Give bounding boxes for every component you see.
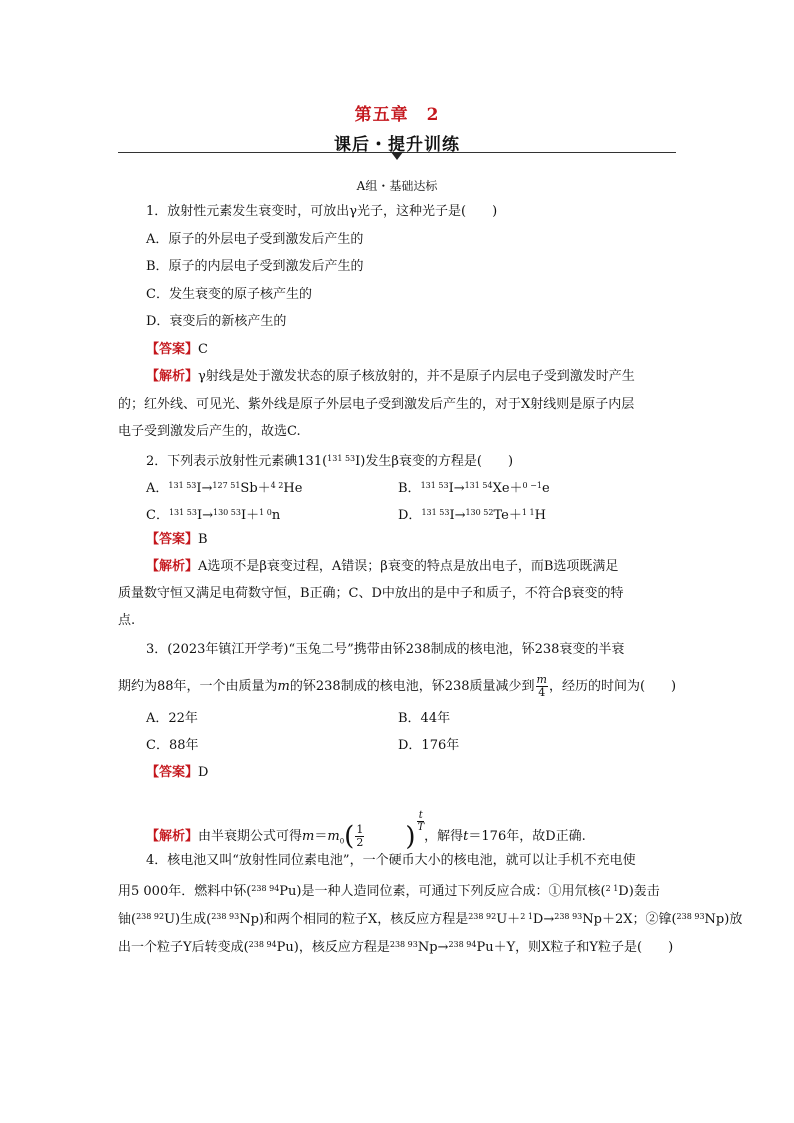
answer-tag: 【答案】: [146, 532, 199, 547]
q2-option-b: B．$^{131 53}$I→$^{131 54}$Xe＋$^{0 -1}$e: [398, 481, 550, 496]
q2-option-d: D．$^{131 53}$I→$^{130 52}$Te＋$^{1 1}$H: [398, 508, 546, 523]
q1-analysis-line: 的；红外线、可见光、紫外线是原子外层电子受到激发后产生的，对于X射线则是原子内层: [118, 397, 635, 412]
answer-tag: 【答案】: [146, 765, 199, 780]
q1-analysis-line: [146, 368, 635, 386]
q2-analysis-line: 质量数守恒又满足电荷数守恒，B正确；C、D中放出的是中子和质子，不符合β衰变的特: [118, 586, 624, 601]
q1-option-b: B．原子的内层电子受到激发后产生的: [146, 259, 364, 274]
q2-answer: [146, 531, 208, 549]
q3-option-d: D．176年: [398, 738, 460, 753]
q2-analysis-line: 点.: [118, 613, 136, 628]
analysis-tag: 【解析】: [146, 559, 199, 574]
q1-stem: 1．放射性元素发生衰变时，可放出γ光子，这种光子是( ): [146, 204, 498, 219]
q3-option-b: B．44年: [398, 711, 451, 726]
q3-analysis-formula: 【解析】由半衰期公式可得$m=m_0$( $\frac{1}{2}$ ) $\frac{t}{T}$ ，解得t＝176年，故D正确.: [146, 810, 586, 852]
fraction: $\frac{m}{4}$: [536, 673, 547, 699]
isotope-label: 131 53: [327, 454, 356, 463]
analysis-text: γ射线是处于激发状态的原子核放射的，并不是原子内层电子受到激发时产生: [198, 369, 635, 384]
answer-tag: 【答案】: [146, 342, 199, 357]
q1-option-a: A．原子的外层电子受到激发后产生的: [146, 232, 364, 247]
q1-option-d: D．衰变后的新核产生的: [146, 314, 287, 329]
q1-answer: [146, 341, 208, 359]
answer-value: D: [198, 765, 209, 780]
q1-analysis-line: 电子受到激发后产生的，故选C.: [118, 424, 301, 439]
chapter-title: 第五章 2: [354, 105, 440, 125]
q2-stem: 2．下列表示放射性元素碘131($^{131 53}$I)发生β衰变的方程是( ): [146, 454, 514, 469]
section-subtitle: 课后・提升训练: [334, 135, 460, 155]
q1-option-c: C．发生衰变的原子核产生的: [146, 287, 312, 302]
half-fraction: $\frac{1}{2}$: [356, 823, 364, 849]
q2-option-a: A．$^{131 53}$I→$^{127 51}$Sb＋$^{4 2}$He: [146, 481, 303, 496]
answer-value: C: [198, 342, 208, 357]
q4-stem-line: 出一个粒子Y后转变成($^{238 94}$Pu)，核反应方程是$^{238 93}$Np→$^{238 94}$Pu＋Y，则X粒子和Y粒子是( ): [118, 940, 674, 955]
q4-stem-line: 4．核电池又叫“放射性同位素电池”，一个硬币大小的核电池，就可以让手机不充电使: [146, 853, 636, 868]
answer-value: B: [198, 532, 208, 547]
q2-analysis-line: 【解析】A选项不是β衰变过程，A错误；β衰变的特点是放出电子，而B选项既满足: [146, 559, 619, 574]
q3-stem-line: 期约为88年，一个由质量为m的钚238制成的核电池，钚238质量减少到 $\frac{m}{4}$ ，经历的时间为( ): [118, 673, 677, 699]
q3-answer: [146, 764, 208, 782]
exponent-fraction: $\frac{t}{T}$: [417, 810, 425, 833]
analysis-tag: 【解析】: [146, 369, 199, 384]
q4-stem-line: 用5 000年．燃料中钚($^{238 94}$Pu)是一种人造同位素，可通过下列反应合成：①用氘核($^{2 1}$D)轰击: [118, 884, 660, 899]
q3-option-a: A．22年: [146, 711, 198, 726]
q3-option-c: C．88年: [146, 738, 199, 753]
group-label: A组・基础达标: [356, 179, 438, 193]
q4-stem-line: 铀($^{238 92}$U)生成($^{238 93}$Np)和两个相同的粒子X，核反应方程是$^{238 92}$U＋$^{2 1}$D→$^{238 93}$Np＋2X；②镎($^{238 93}$Np)放: [118, 912, 743, 927]
q2-option-c: C．$^{131 53}$I→$^{130 53}$I＋$^{1 0}$n: [146, 508, 281, 523]
analysis-tag: 【解析】: [146, 829, 199, 844]
q3-stem-line: 3．(2023年镇江开学考)“玉兔二号”携带由钚238制成的核电池，钚238衰变的半衰: [146, 642, 625, 657]
divider-triangle-icon: [391, 152, 403, 160]
